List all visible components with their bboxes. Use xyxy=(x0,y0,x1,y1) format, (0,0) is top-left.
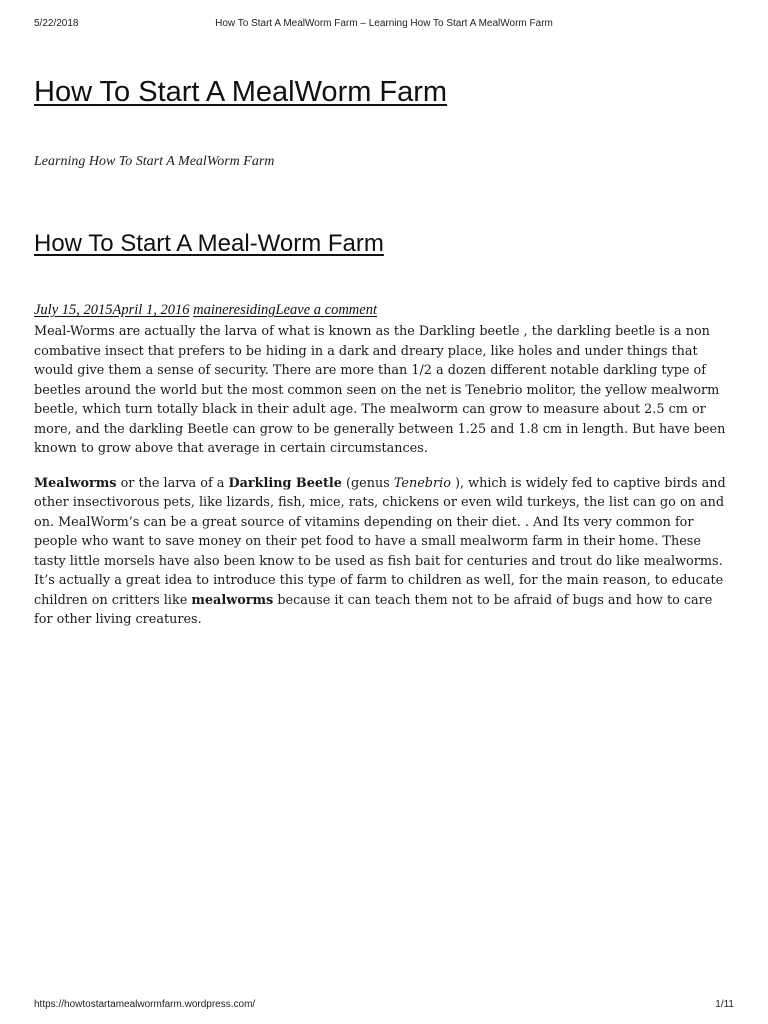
print-page-number: 1/11 xyxy=(715,999,734,1010)
post-updated-date-link[interactable]: April 1, 2016 xyxy=(112,302,190,318)
paragraph-text: (genus xyxy=(341,475,394,491)
italic-term-tenebrio: Tenebrio xyxy=(393,475,451,491)
post-paragraph-1: Meal-Worms are actually the larva of what is known as the Darkling beetle , the darkling beetle is a non combative insect that prefers to be hiding in a dark and dreary place, like holes and under things that would give them a sense of security. There are more than 1/2 a dozen different notable darkling type of beetles around the world but the most common seen on the net is Tenebrio molitor, the yellow mealworm beetle, which turn totally black in their adult age. The mealworm can grow to measure about 2.5 cm or more, and the darkling Beetle can grow to be generally between 1.25 and 1.8 cm in length. But have been known to grow above that average in certain circumstances. xyxy=(34,324,726,456)
post-author-link[interactable]: maineresiding xyxy=(193,302,276,318)
site-title-link[interactable]: How To Start A MealWorm Farm xyxy=(34,76,448,108)
post-meta xyxy=(34,302,377,319)
paragraph-text: or the larva of a xyxy=(116,475,229,491)
print-date: 5/22/2018 xyxy=(34,18,79,29)
bold-term-mealworms-2: mealworms xyxy=(191,592,274,608)
print-document-title: How To Start A MealWorm Farm – Learning How To Start A MealWorm Farm xyxy=(215,18,553,29)
post-title-link[interactable]: How To Start A Meal-Worm Farm xyxy=(34,230,384,257)
leave-comment-link[interactable]: Leave a comment xyxy=(275,302,377,318)
post-published-date-link[interactable]: July 15, 2015 xyxy=(34,302,113,318)
print-footer-url: https://howtostartamealwormfarm.wordpress.com/ xyxy=(34,999,256,1010)
bold-term-darkling-beetle: Darkling Beetle xyxy=(228,475,342,491)
post-content xyxy=(34,322,734,645)
post-paragraph-2 xyxy=(34,474,734,630)
site-tagline: Learning How To Start A MealWorm Farm xyxy=(34,154,275,169)
paragraph-text: ), which is widely fed to captive birds and other insectivorous pets, like lizards, fish, mice, rats, chickens or even wild turkeys, the list can go on and on. MealWorm’s can be a great source of vitamins depending on their diet. . And Its very common for people who want to save money on their pet food to have a small mealworm farm in their home. These tasty little morsels have also been know to be used as fish bait for centuries and trout do like mealworms. It’s actually a great idea to introduce this type of farm to children as well, for the main reason, to educate children on critters like xyxy=(34,475,726,608)
paragraph-text: because it can teach them not to be afraid of bugs and how to care for other living creatures. xyxy=(34,592,713,627)
bold-term-mealworms: Mealworms xyxy=(34,475,117,491)
